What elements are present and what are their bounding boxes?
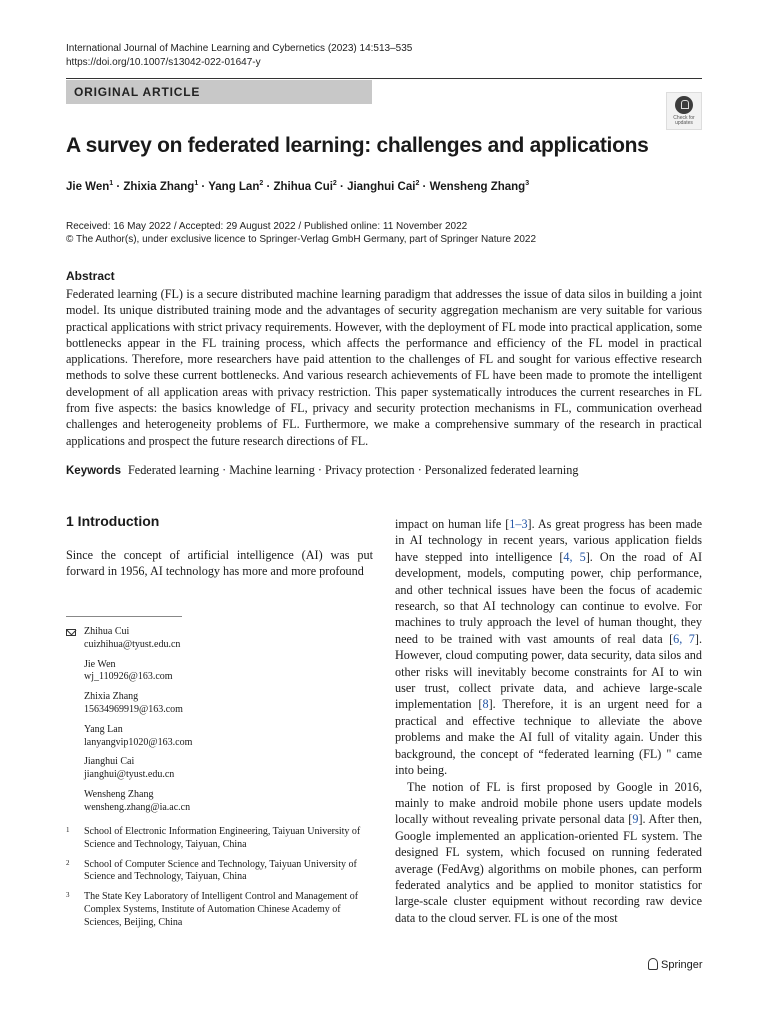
contact-name: Wensheng Zhang [84,788,154,800]
affiliation-number: 1 [66,826,70,834]
contact-email[interactable]: wj_110926@163.com [84,671,173,683]
contact-email[interactable]: jianghui@tyust.edu.cn [84,769,175,781]
journal-citation: International Journal of Machine Learning and Cybernetics (2023) 14:513–535 [66,43,413,54]
author[interactable]: Jie Wen$^1$ [66,180,114,193]
author[interactable]: Zhixia Zhang$^1$ [123,180,199,193]
citation-link[interactable]: 6, 7 [673,631,695,646]
header-rule [66,78,702,79]
keywords-line [66,463,702,478]
author[interactable]: Yang Lan$^2$ [208,180,264,193]
article-type-banner: ORIGINAL ARTICLE [66,80,372,104]
affiliation-number: 3 [66,891,70,900]
journal-header [66,42,412,70]
author-list: Jie Wen$^1$ · Zhixia Zhang$^1$ · Yang Lan$^2$ · Zhihua Cui$^2$ · Jianghui Cai$^2$ · Wensheng Zhang$^3$ [66,180,530,193]
contact-name: Zhihua Cui [84,626,130,637]
affiliation-text: School of Computer Science and Technology, Taiyuan University of Science and Technology, Taiyuan, China [84,858,357,883]
intro-paragraph-2: The notion of FL is first proposed by Google in 2016, mainly to make android mobile phone users update models locally without revealing private personal data [9]. After then, Google implemented an application-oriented FL system. The designed FL system, which focused on running federated average (FedAvg) algorithms on mobile phones, can perform federated analytics and be applied to monitor statistics for large-scale cluster equipment without recording raw device data to the cloud server. FL is one of the most [395,779,702,925]
citation-link[interactable]: 9 [632,812,639,827]
contact-name: Yang Lan [84,723,123,735]
contact-email[interactable]: wensheng.zhang@ia.ac.cn [84,801,191,813]
section-heading-introduction: 1 Introduction [66,513,160,529]
contact-entry [66,789,373,815]
author[interactable]: Zhihua Cui$^2$ [273,180,337,193]
footnote-rule [66,616,182,617]
affiliations [66,826,373,937]
publication-dates [66,220,536,246]
springer-horse-icon [648,958,658,970]
contact-name: Jie Wen [84,658,116,670]
article-title: A survey on federated learning: challenges and applications [66,134,649,157]
citation-link[interactable]: 4, 5 [563,549,586,564]
contact-name: Jianghui Cai [84,756,135,768]
mail-icon [66,629,76,636]
contact-entry [66,724,373,750]
contact-email[interactable]: 15634969919@163.com [84,703,183,715]
affiliation-text: School of Electronic Information Engineering, Taiyuan University of Science and Technology, Taiyuan, China [84,826,361,850]
abstract-text: Federated learning (FL) is a secure distributed machine learning paradigm that addresses the issue of data silos in building a joint model. Its unique distributed training mode and the advantages of security aggregation mechanism are very suitable for various practical applications with strict privacy requirements. However, with the deployment of FL mode into practical application, some bottlenecks appear in the FL training process, which affects the performance and efficiency of the FL model in practical applications. Therefore, more researchers have paid attention to the challenges of FL and sought for various effective research methods to solve these current bottlenecks. And various research achievements of FL have been made to promote the intelligent development of all application areas with privacy restriction. This paper systematically introduces the current researches in FL from five aspects: the basics knowledge of FL, privacy and security protection mechanisms in FL, communication overhead challenges and heterogeneity problems of FL. Furthermore, we make a comprehensive summary of the research in practical applications and prospect the future research directions of FL. [66,287,702,448]
citation-link[interactable]: 1–3 [509,517,528,531]
intro-paragraph-1: impact on human life [1–3]. As great progress has been made in AI technology in recent years, various application fields have stepped into intelligence [4, 5]. On the road of AI development, models, computing power, chip performance, and other technical issues have been the focus of academic research, so that AI technology can continue to evolve. For machines to truly approach the level of human thought, they need to be trained with vast amounts of real data [6, 7]. However, cloud computing power, data security, data silos and other risks will inevitably become constraints for AI to win user trust, collect private data, and achieve large-scale implementation [8]. Therefore, it is an urgent need for a practical and effective technique to alleviate the above problems and make the AI full of vitality again. Under this background, the concept of “federated learning (FL) " came into being. [395,517,703,778]
author[interactable]: Jianghui Cai$^2$ [347,180,420,193]
author-contacts [66,626,373,822]
affiliation-entry [66,859,373,885]
contact-name: Zhixia Zhang [84,691,139,703]
contact-entry [66,756,373,782]
history-dates: Received: 16 May 2022 / Accepted: 29 August 2022 / Published online: 11 November 2022 [66,221,468,232]
contact-entry [66,659,373,685]
affiliation-entry [66,826,373,852]
affiliation-number: 2 [66,858,70,867]
intro-paragraph-start: Since the concept of artificial intelligence (AI) was put forward in 1956, AI technology has more and more profound [66,548,373,579]
check-updates-icon [675,96,693,114]
keywords-heading: Keywords [66,465,121,477]
contact-entry [66,691,373,717]
abstract-heading: Abstract [66,269,115,283]
affiliation-entry [66,891,373,929]
check-for-updates-badge[interactable] [666,92,702,130]
doi-link[interactable]: https://doi.org/10.1007/s13042-022-01647-y [66,57,261,68]
affiliation-text: The State Key Laboratory of Intelligent Control and Management of Complex Systems, Institute of Automation Chinese Academy of Sciences, Beijing, China [84,891,359,928]
intro-right-column [395,516,702,926]
citation-link[interactable]: 8 [482,697,489,712]
keywords-list: Federated learning · Machine learning · Privacy protection · Personalized federated learning [128,463,579,477]
contact-email[interactable]: cuizhihua@tyust.edu.cn [84,638,181,650]
author[interactable]: Wensheng Zhang$^3$ [429,180,530,193]
contact-email[interactable]: lanyangvip1020@163.com [84,736,193,748]
publisher-name: Springer [661,959,703,971]
publisher-footer [648,958,703,971]
copyright-line: © The Author(s), under exclusive licence to Springer-Verlag GmbH Germany, part of Springer Nature 2022 [66,234,536,245]
contact-entry [66,626,373,652]
badge-label: Check for updates [673,115,695,126]
